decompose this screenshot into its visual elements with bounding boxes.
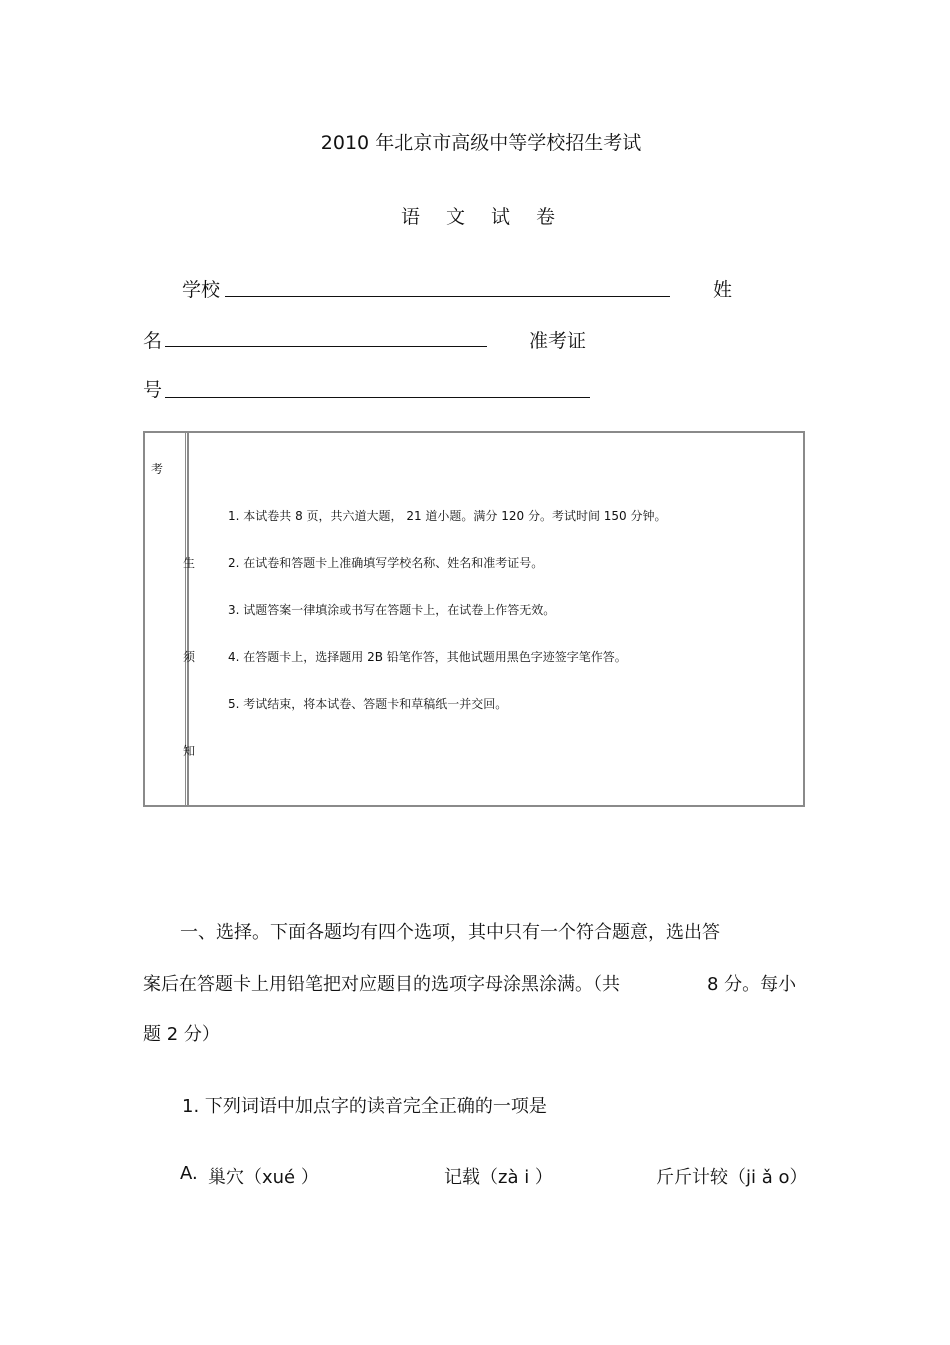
notice-item: 5. 考试结束，将本试卷、答题卡和草稿纸一并交回。 (228, 697, 508, 711)
question1-option-a-item3: 斤斤计较（ji ǎ o） (656, 1167, 808, 1188)
exam-id-field[interactable] (165, 397, 590, 398)
name-label-part1: 姓 (713, 279, 733, 301)
section1-instruction-line2-right: 8 分。每小 (707, 974, 797, 995)
question1-option-a-item1: 巢穴（xué ） (208, 1167, 319, 1188)
notice-side-char: 知 (183, 744, 196, 758)
page-subtitle: 语 文 试 卷 (400, 206, 566, 228)
notice-side-char: 考 (151, 462, 164, 476)
question1-stem: 1. 下列词语中加点字的读音完全正确的一项是 (182, 1096, 547, 1117)
notice-item: 1. 本试卷共 8 页，共六道大题， 21 道小题。满分 120 分。考试时间 150 分钟。 (228, 509, 667, 523)
notice-item: 2. 在试卷和答题卡上准确填写学校名称、姓名和准考证号。 (228, 556, 544, 570)
question1-option-a-label: A. (180, 1163, 198, 1184)
candidate-notice-box (143, 431, 805, 807)
question1-option-a-item2: 记载（zà i ） (444, 1167, 553, 1188)
exam-id-label-part2: 号 (143, 379, 163, 401)
section1-instruction-line3: 题 2 分） (143, 1024, 220, 1045)
section1-instruction-line2-left: 案后在答题卡上用铅笔把对应题目的选项字母涂黑涂满。（共 (143, 974, 620, 995)
section1-instruction-line1: 一、选择。下面各题均有四个选项，其中只有一个符合题意，选出答 (180, 922, 720, 943)
school-field[interactable] (225, 296, 670, 297)
exam-id-label-part1: 准考证 (529, 330, 587, 352)
notice-item: 4. 在答题卡上，选择题用 2B 铅笔作答，其他试题用黑色字迹签字笔作答。 (228, 650, 627, 664)
page-title: 2010 年北京市高级中等学校招生考试 (320, 132, 642, 154)
notice-item: 3. 试题答案一律填涂或书写在答题卡上，在试卷上作答无效。 (228, 603, 556, 617)
name-label-part2: 名 (143, 330, 163, 352)
name-field[interactable] (165, 346, 487, 347)
notice-side-char: 生 (183, 556, 196, 570)
notice-side-char: 须 (183, 650, 196, 664)
school-label: 学校 (182, 279, 221, 301)
